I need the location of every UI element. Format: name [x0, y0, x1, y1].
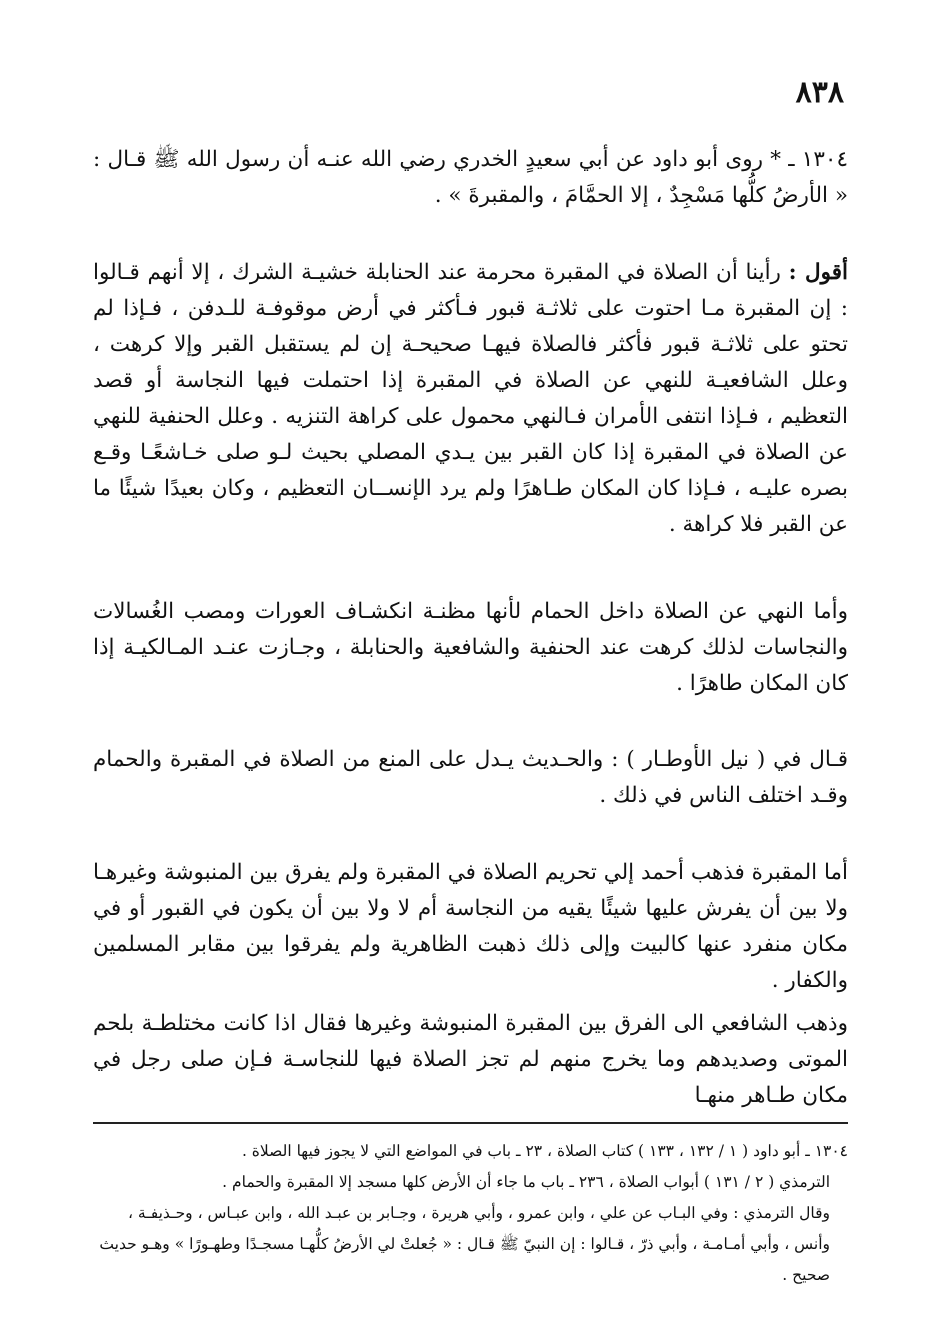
- paragraph-text: أما المقبرة فذهب أحمد إلي تحريم الصلاة في المقبرة ولم يفرق بين المنبوشة وغيرهـا ولا بين أن يفرش عليها شيئًا يقيه من النجاسة أم لا ولا بين أن يكون في القبور أو في مكان منفرد عنها كالبيت وإلى ذلك ذهبت الظاهرية ولم يفرقوا بين مقابر المسلمين والكفار .: [93, 860, 848, 993]
- paragraph-text: قـال في ( نيل الأوطـار ) : والحـديث يـدل على المنع من الصلاة في المقبرة والحمام وقـد اختلف الناس في ذلك .: [93, 747, 848, 808]
- paragraph-shafii-view: [93, 1006, 848, 1114]
- footnote-divider: [93, 1122, 848, 1124]
- footnotes: [93, 1136, 848, 1291]
- paragraph-commentary: [93, 255, 848, 543]
- paragraph-hadith-1304: [93, 142, 848, 214]
- paragraph-text-wrapper: [93, 255, 848, 543]
- paragraph-bathhouse: [93, 594, 848, 702]
- footnote-abu-dawud: ١٣٠٤ ـ أبو داود ( ١ / ١٣٢ ، ١٣٣ ) كتاب الصلاة ، ٢٣ ـ باب في المواضع التي لا يجوز فيها الصلاة .: [241, 1142, 848, 1160]
- paragraph-ahmad-view: [93, 855, 848, 999]
- paragraph-text: وأما النهي عن الصلاة داخل الحمام لأنها مظنـة انكشـاف العورات ومصب الغُسالات والنجاسات لذلك كرهت عند الحنفية والشافعية والحنابلة ، وجـازت عنـد المـالكيـة إذا كان المكان طاهرًا .: [93, 599, 848, 696]
- commentary-lead: أقول :: [788, 260, 848, 285]
- footnote-tirmidhi-comment: وقال الترمذي : وفي البـاب عن علي ، وابن عمرو ، وأبي هريرة ، وجـابر بن عبـد الله ، وابن عبـاس ، وحـذيفـة ، وأنس ، وأبي أمـامـة ، وأبي ذرّ ، قـالوا : إن النبيّ ﷺ قـال : « جُعلتْ لي الأرضُ كلُّهـا مسجـدًا وطهـورًا » وهـو حديث صحيح .: [99, 1204, 830, 1284]
- paragraph-text: ١٣٠٤ ـ * روى أبو داود عن أبي سعيدٍ الخدري رضي الله عنـه أن رسول الله ﷺ قـال : « الأرضُ كلُّها مَسْجِدٌ ، إلا الحمَّامَ ، والمقبرةَ » .: [93, 147, 848, 208]
- commentary-body: رأينا أن الصلاة في المقبرة محرمة عند الحنابلة خشيـة الشرك ، إلا أنهم قـالوا : إن المقبرة مـا احتوت على ثلاثـة قبور فـأكثر في أرض موقوفـة للـدفن ، فـإذا لم تحتو على ثلاثـة قبور فأكثر فالصلاة فيهـا صحيحـة إن لم يستقبل القبر وإلا كرهت ، وعلل الشافعيـة للنهي عن الصلاة في المقبرة إذا احتملت فيها النجاسة أو قصد التعظيم ، فـإذا انتفى الأمران فـالنهي محمول على كراهة التنزيه . وعلل الحنفية للنهي عن الصلاة في المقبرة إذا كان القبر بين يـدي المصلي بحيث لـو صلى خـاشعًـا وقـع بصره عليـه ، فـإذا كان المكان طـاهرًا ولم يرد الإنســان التعظيم ، وكان بعيدًا شيئًا ما عن القبر فلا كراهة .: [93, 260, 848, 537]
- paragraph-nayl-al-awtar: [93, 742, 848, 814]
- footnote-tirmidhi: الترمذي ( ٢ / ١٣١ ) أبواب الصلاة ، ٢٣٦ ـ باب ما جاء أن الأرض كلها مسجد إلا المقبرة والحمام .: [222, 1173, 830, 1191]
- paragraph-text: وذهب الشافعي الى الفرق بين المقبرة المنبوشة وغيرها فقال اذا كانت مختلطـة بلحم الموتى وصديدهم وما يخرج منهم لم تجز الصلاة فيها للنجاسـة فـإن صلى رجل في مكان طـاهر منهـا: [93, 1011, 848, 1108]
- page-number: ٨٣٨: [795, 75, 844, 110]
